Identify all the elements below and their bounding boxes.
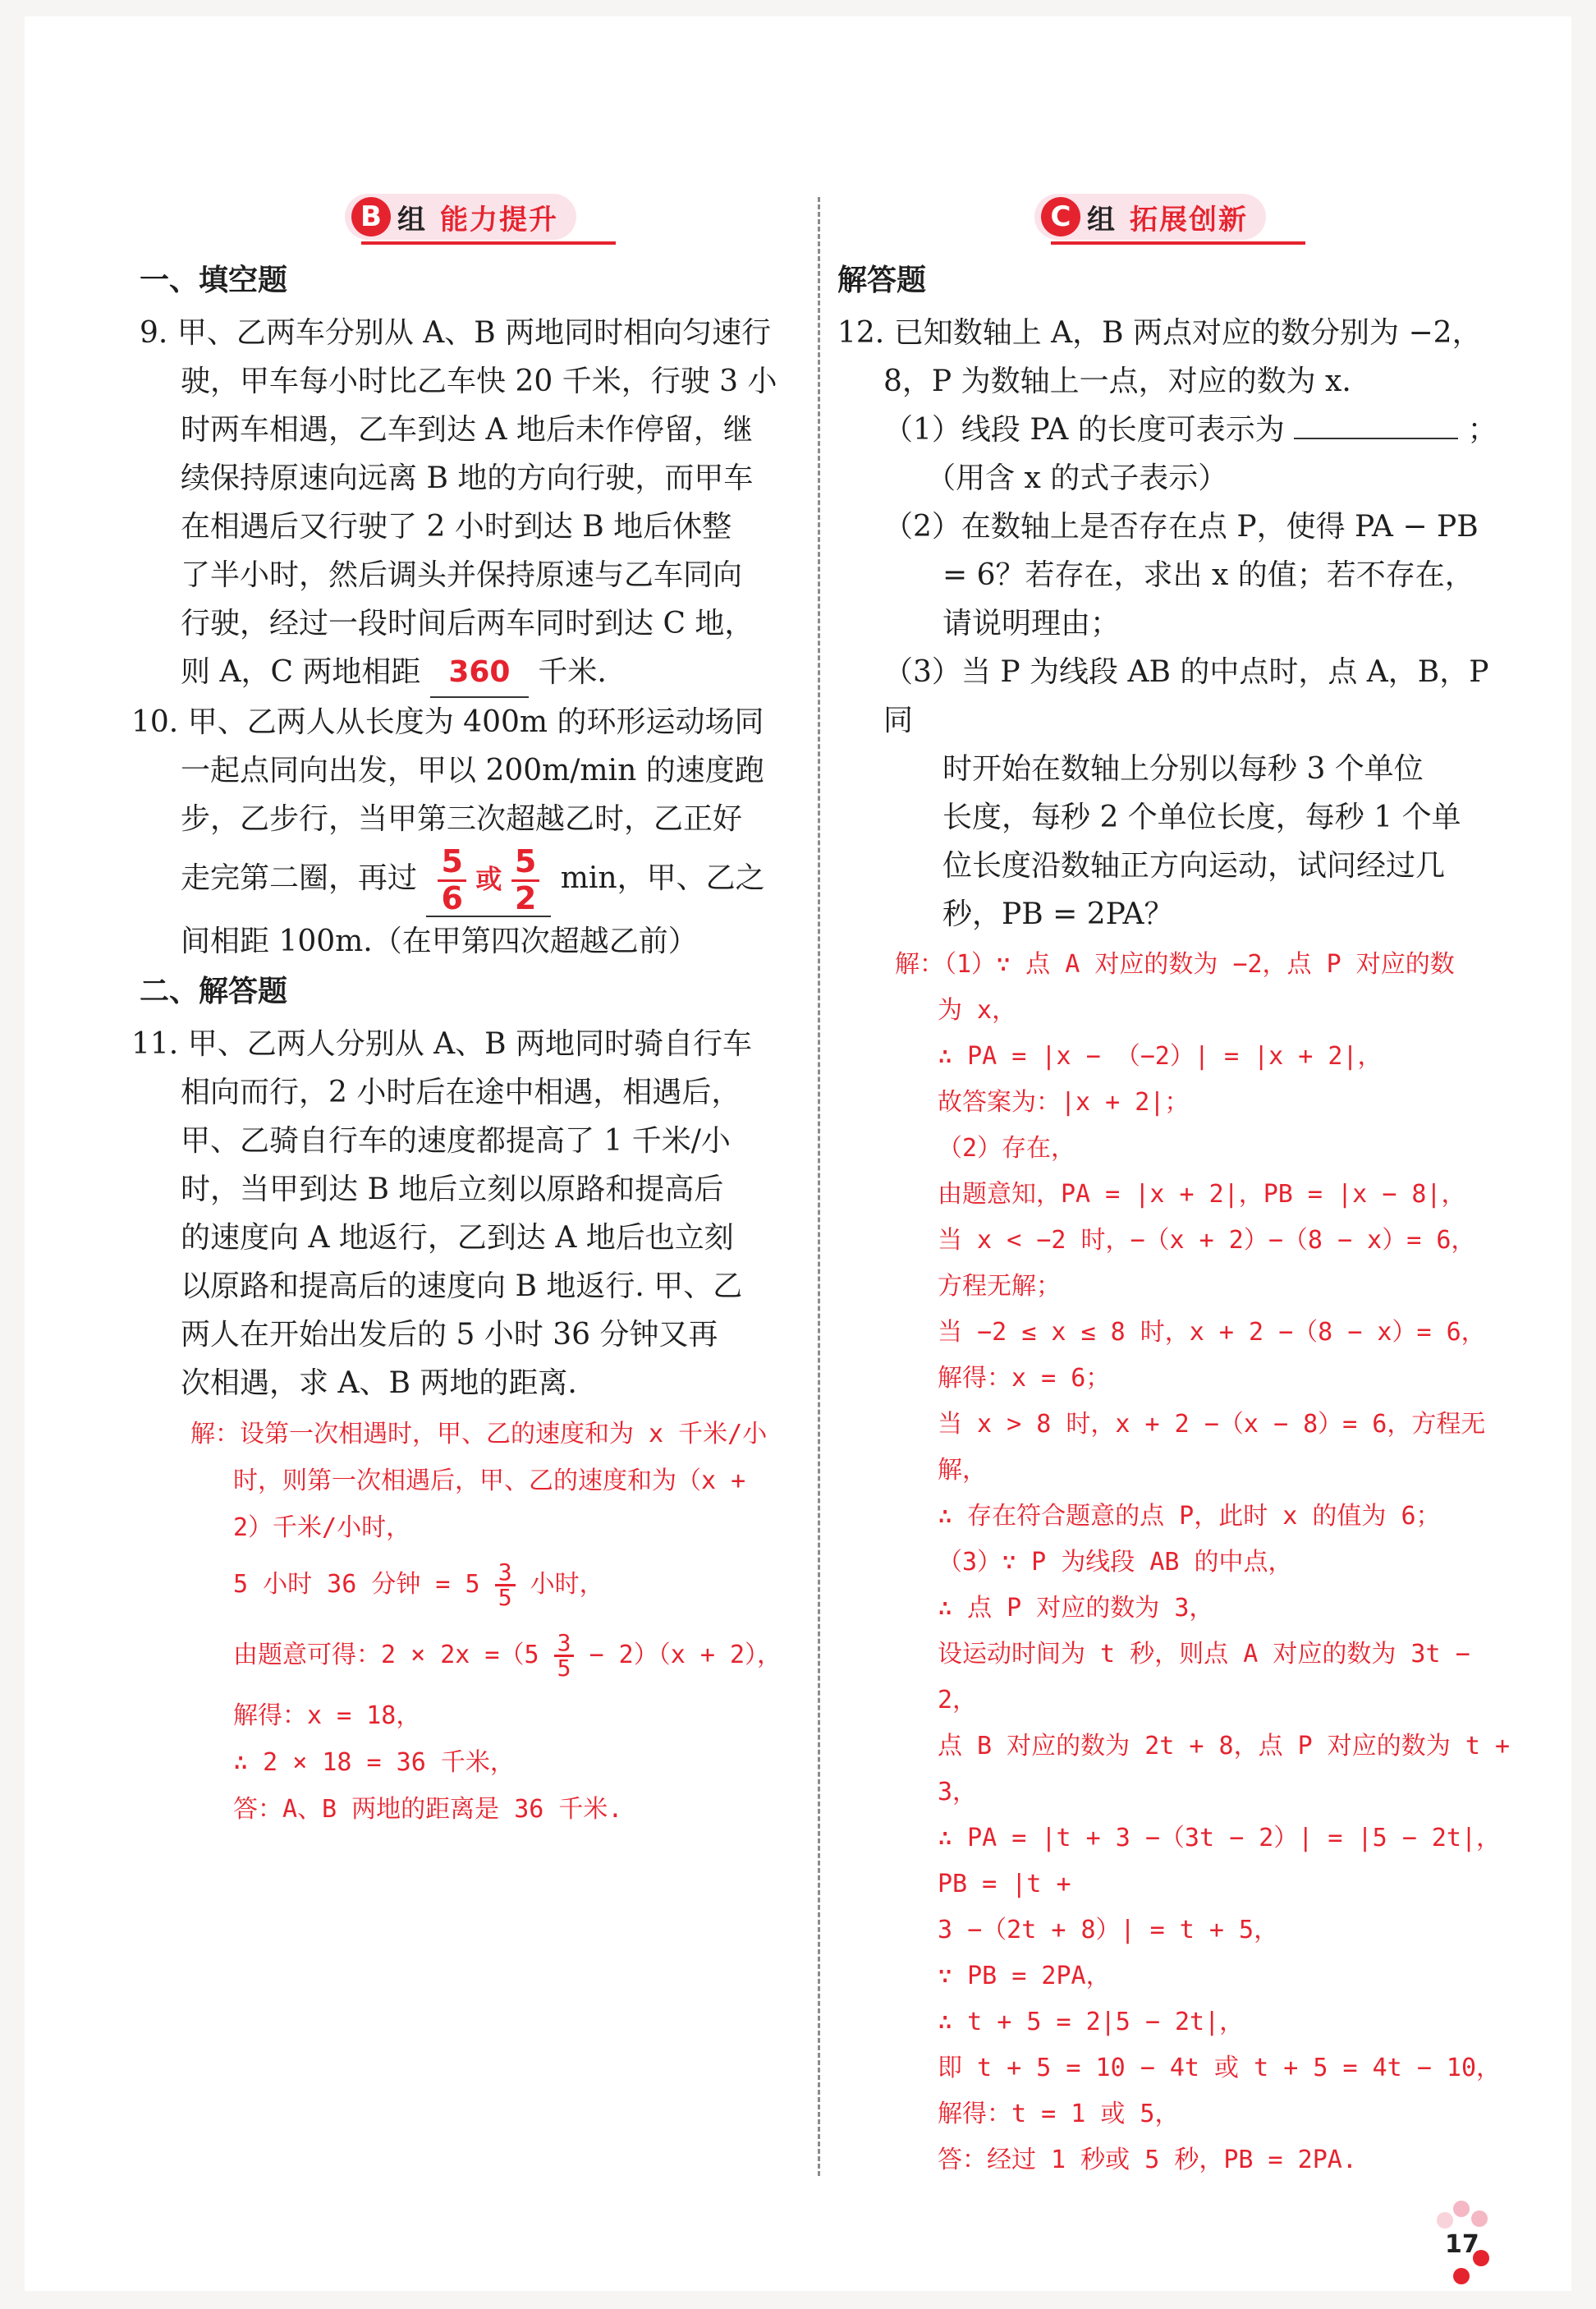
- question-line: 走完第二圈，再过: [181, 861, 418, 895]
- question-line: （1）线段 PA 的长度可表示为: [883, 413, 1285, 447]
- section-heading-solve: 解答题: [837, 264, 927, 297]
- question-line: 以原路和提高后的速度向 B 地返行. 甲、乙: [181, 1269, 743, 1304]
- solution-line: ∵ PB = 2PA，: [938, 1962, 1111, 1990]
- solution-line: 3 −（2t + 8）| = t + 5，: [938, 1916, 1279, 1944]
- solution-line: ∴ PA = |x − （−2）| = |x + 2|，: [938, 1042, 1383, 1071]
- question-line: 驶，甲车每小时比乙车快 20 千米，行驶 3 小: [181, 365, 777, 398]
- solution-line: （3）∵ P 为线段 AB 的中点，: [938, 1548, 1293, 1577]
- question-line: = 6？若存在，求出 x 的值；若不存在，: [942, 558, 1474, 592]
- question-number: 9.: [140, 316, 168, 350]
- question-line: 甲、乙两人分别从 A、B 两地同时骑自行车: [187, 1027, 753, 1062]
- question-line: 时两车相遇，乙车到达 A 地后未作停留，继: [181, 413, 753, 447]
- solution-line: ∴ 2 × 18 = 36 千米，: [233, 1748, 515, 1778]
- solution-line: （2）存在，: [938, 1134, 1076, 1163]
- solution-line: 答：经过 1 秒或 5 秒，PB = 2PA.: [938, 2146, 1357, 2174]
- solution-line: − 2）（x + 2），: [589, 1641, 782, 1670]
- question-number: 12.: [837, 316, 885, 350]
- page-number-badge: [1437, 2201, 1494, 2291]
- page: [25, 16, 1571, 2291]
- question-number: 11.: [131, 1027, 179, 1062]
- mixed-fraction: $\frac{3}{5}$: [495, 1561, 516, 1609]
- solution-line: 当 −2 ≤ x ≤ 8 时，x + 2 −（8 − x）= 6，: [938, 1318, 1486, 1347]
- solution-12: [837, 942, 1511, 2183]
- question-line: 时，当甲到达 B 地后立刻以原路和提高后: [181, 1173, 724, 1207]
- solution-line: ∴ t + 5 = 2|5 − 2t|，: [938, 2008, 1245, 2036]
- solution-line: 设运动时间为 t 秒，则点 A 对应的数为 3t − 2，: [938, 1640, 1470, 1715]
- group-b-header: [115, 189, 805, 248]
- left-column: [115, 189, 805, 1833]
- question-line: 则 A，C 两地相距: [181, 655, 421, 689]
- question-line: 秒，PB = 2PA？: [942, 897, 1174, 931]
- question-number: 10.: [131, 705, 179, 739]
- question-line: 行驶，经过一段时间后两车同时到达 C 地，: [181, 607, 754, 640]
- question-line: 一起点同向出发，甲以 200m/min 的速度跑: [181, 754, 764, 787]
- group-title: 能力提升: [440, 203, 558, 236]
- question-12: [837, 309, 1511, 939]
- question-11: [115, 1020, 805, 1407]
- group-c-pill: [1034, 194, 1266, 240]
- solution-line: 由题意可得：2 × 2x =（5: [233, 1641, 539, 1670]
- question-line: 请说明理由；: [942, 607, 1121, 640]
- answer-fraction: $\frac{5}{6}$: [438, 845, 466, 916]
- question-line: （2）在数轴上是否存在点 P，使得 PA − PB: [883, 510, 1479, 544]
- question-line: 千米.: [538, 655, 607, 689]
- answer-blank: [1294, 438, 1458, 439]
- answer-blank: 360: [430, 648, 529, 698]
- solution-line: 点 B 对应的数为 2t + 8，点 P 对应的数为 t + 3，: [938, 1732, 1511, 1806]
- solution-line: 解得：x = 18，: [233, 1701, 421, 1731]
- solution-line: 当 x < −2 时，−（x + 2）−（8 − x）= 6，: [938, 1226, 1476, 1255]
- group-letter-badge: B: [351, 197, 391, 236]
- solution-line: 答：A、B 两地的距离是 36 千米.: [233, 1795, 623, 1825]
- solution-line: ∴ 存在符合题意的点 P，此时 x 的值为 6；: [938, 1502, 1441, 1531]
- question-line: 长度，每秒 2 个单位长度，每秒 1 个单: [942, 801, 1461, 834]
- group-word: 组: [397, 203, 425, 236]
- question-line: 甲、乙两人从长度为 400m 的环形运动场同: [187, 705, 764, 739]
- question-line: min，甲、乙之: [560, 861, 765, 895]
- header-underline: [1051, 241, 1305, 245]
- question-line: 甲、乙骑自行车的速度都提高了 1 千米/小: [181, 1124, 731, 1159]
- question-line: （用含 x 的式子表示）: [926, 461, 1228, 495]
- solution-line: 为 x，: [938, 996, 1017, 1025]
- question-line: 相向而行，2 小时后在途中相遇，相遇后，: [181, 1076, 741, 1110]
- question-line: 时开始在数轴上分别以每秒 3 个单位: [942, 752, 1424, 786]
- question-line: 位长度沿数轴正方向运动，试问经过几: [942, 849, 1446, 883]
- section-heading-solve: 二、解答题: [140, 975, 288, 1009]
- mixed-fraction: $\frac{3}{5}$: [554, 1632, 575, 1680]
- solution-line: 即 t + 5 = 10 − 4t 或 t + 5 = 4t − 10，: [938, 2054, 1502, 2082]
- right-column: [837, 189, 1511, 2183]
- answer-fraction: $\frac{5}{2}$: [511, 845, 539, 916]
- solution-line: 方程无解；: [938, 1272, 1061, 1301]
- question-line: 甲、乙两车分别从 A、B 两地同时相向匀速行: [177, 316, 772, 350]
- group-b-pill: [345, 194, 576, 240]
- answer-or: 或: [475, 863, 502, 894]
- answer-blank: [426, 842, 551, 918]
- question-line: 间相距 100m.（在甲第四次超越乙前）: [181, 925, 698, 959]
- question-line: 在相遇后又行驶了 2 小时到达 B 地后休整: [181, 510, 732, 544]
- question-9: [115, 309, 805, 698]
- question-line: 两人在开始出发后的 5 小时 36 分钟又再: [181, 1318, 718, 1352]
- solution-line: 当 x > 8 时，x + 2 −（x − 8）= 6，方程无解，: [938, 1410, 1486, 1485]
- solution-11: [115, 1411, 805, 1833]
- question-line: （3）当 P 为线段 AB 的中点时，点 A，B，P 同: [883, 655, 1489, 737]
- question-10: [115, 698, 805, 966]
- question-line: 已知数轴上 A，B 两点对应的数分别为 −2，: [893, 316, 1482, 350]
- question-line: 次相遇，求 A、B 两地的距离.: [181, 1366, 577, 1401]
- solution-line: 5 小时 36 分钟 = 5: [233, 1570, 480, 1600]
- solution-line: 解得：x = 6；: [938, 1364, 1111, 1393]
- solution-line: 解得：t = 1 或 5，: [938, 2100, 1180, 2128]
- solution-line: 由题意知，PA = |x + 2|，PB = |x − 8|，: [938, 1180, 1466, 1209]
- column-divider: [818, 197, 820, 2176]
- solution-line: ∴ 点 P 对应的数为 3，: [938, 1594, 1214, 1623]
- group-title: 拓展创新: [1130, 203, 1248, 236]
- solution-line: 解：（1）∵ 点 A 对应的数为 −2，点 P 对应的数: [895, 950, 1455, 979]
- solution-line: 解：设第一次相遇时，甲、乙的速度和为 x 千米/小: [190, 1420, 768, 1449]
- question-line: 续保持原速向远离 B 地的方向行驶，而甲车: [181, 461, 754, 495]
- solution-line: ∴ PA = |t + 3 −（3t − 2）| = |5 − 2t|，PB = |t +: [938, 1824, 1502, 1898]
- solution-line: 小时，: [530, 1570, 604, 1600]
- solution-line: 2）千米/小时，: [233, 1513, 411, 1543]
- group-letter-badge: C: [1041, 197, 1080, 236]
- question-line: 了半小时，然后调头并保持原速与乙车同向: [181, 558, 743, 592]
- solution-line: 故答案为：|x + 2|；: [938, 1088, 1190, 1117]
- section-heading-fill: 一、填空题: [140, 264, 288, 297]
- page-number: 17: [1445, 2230, 1479, 2259]
- solution-line: 时，则第一次相遇后，甲、乙的速度和为（x +: [233, 1467, 746, 1496]
- question-line: ；: [1467, 413, 1497, 447]
- question-line: 的速度向 A 地返行，乙到达 A 地后也立刻: [181, 1221, 734, 1255]
- question-line: 步，乙步行，当甲第三次超越乙时，乙正好: [181, 802, 743, 836]
- group-c-header: [837, 189, 1511, 248]
- header-underline: [361, 241, 616, 245]
- group-word: 组: [1087, 203, 1115, 236]
- question-line: 8，P 为数轴上一点，对应的数为 x.: [883, 365, 1351, 398]
